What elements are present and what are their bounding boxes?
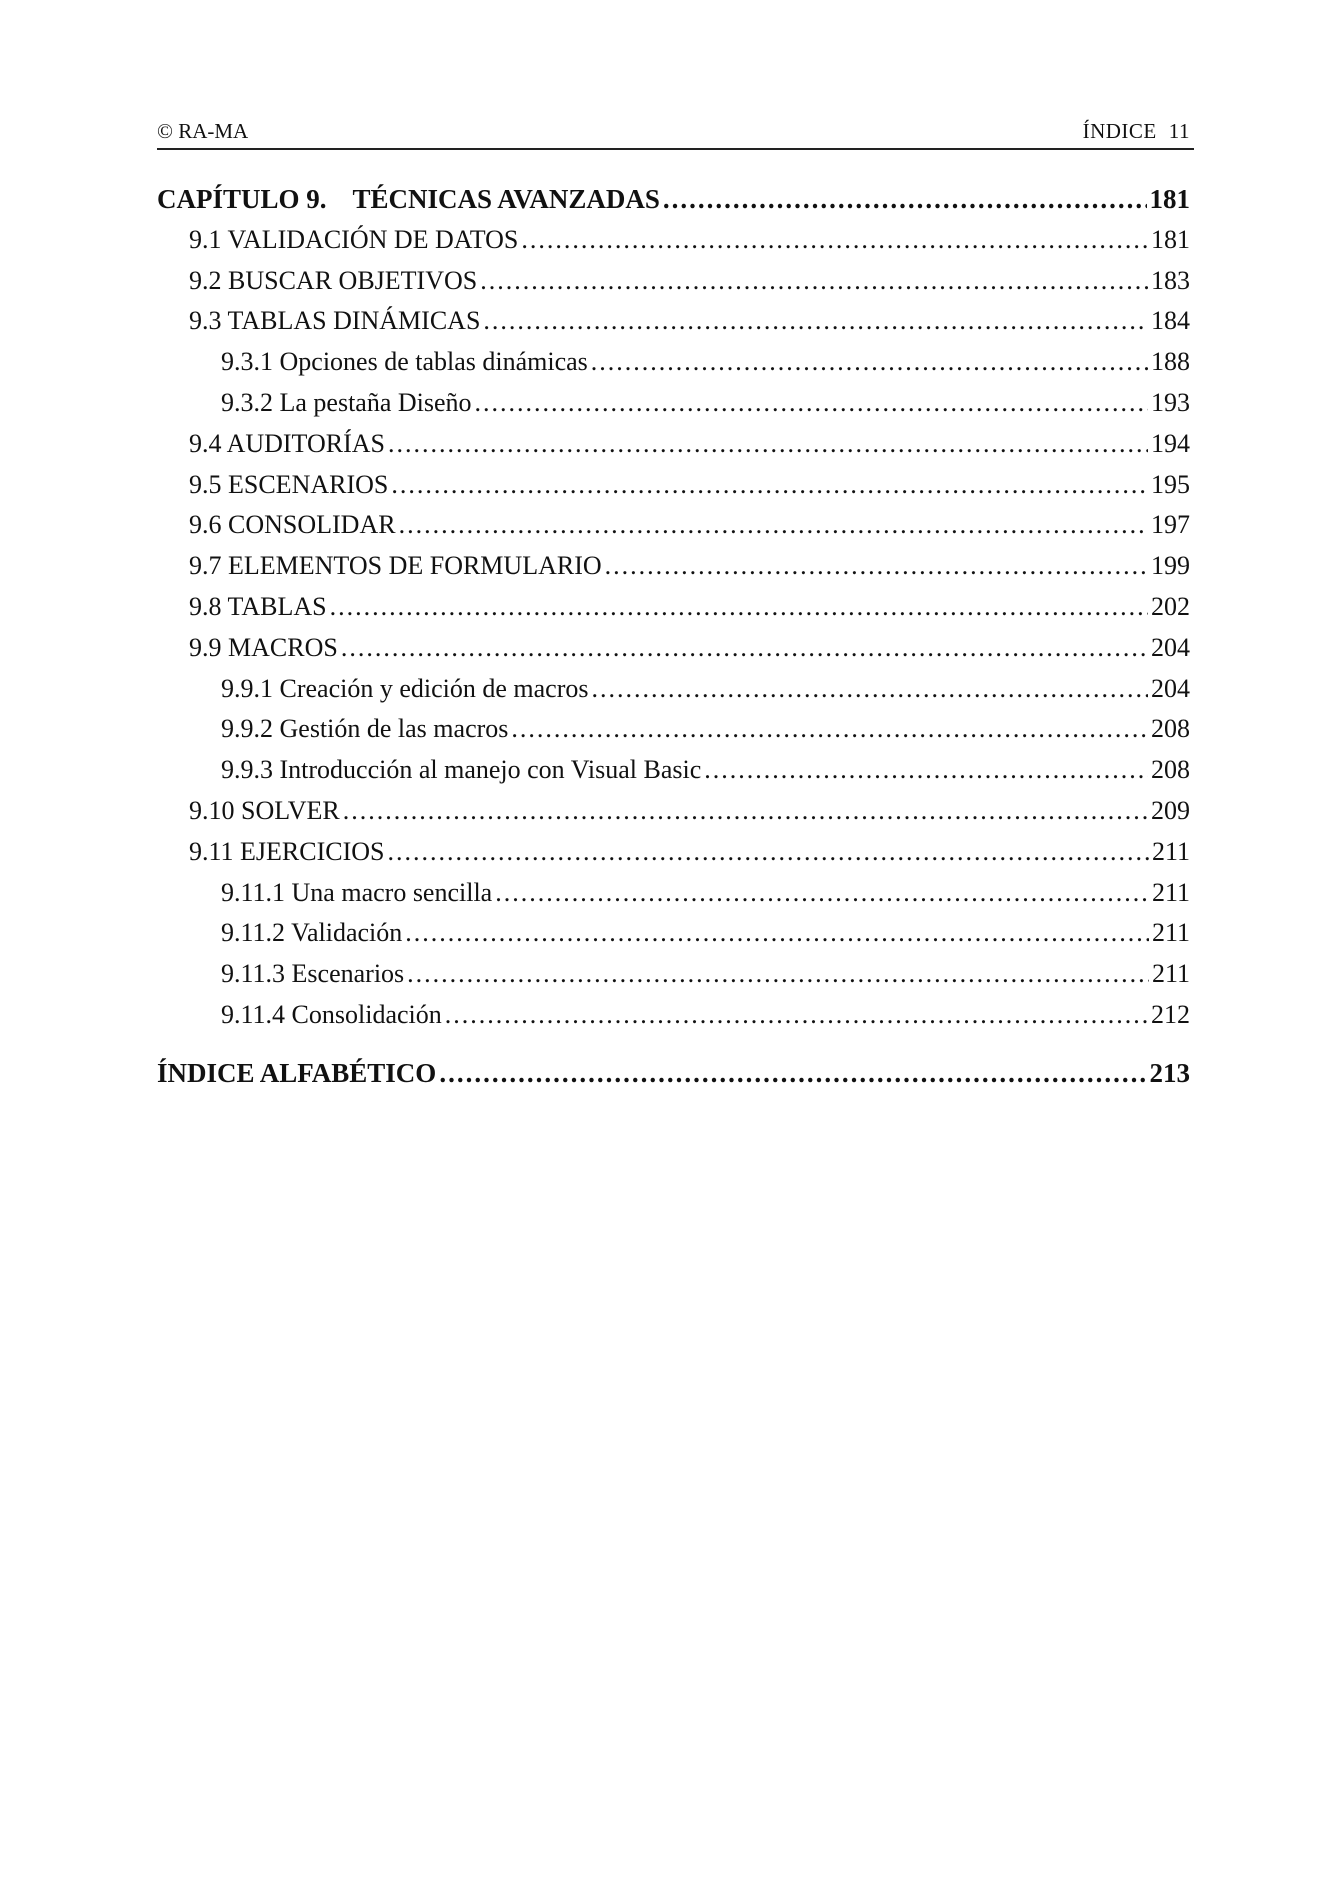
toc-entry-9-9-1[interactable] bbox=[157, 669, 1194, 710]
toc-alphabetical-index[interactable] bbox=[157, 1053, 1194, 1094]
dot-leader bbox=[704, 750, 1148, 791]
header-section-page bbox=[1083, 116, 1190, 146]
toc-entry-title: 9.3 TABLAS DINÁMICAS bbox=[189, 306, 481, 336]
toc-entry-9-7[interactable] bbox=[157, 546, 1194, 587]
toc-page-number: 195 bbox=[1151, 469, 1190, 499]
running-header bbox=[157, 116, 1194, 150]
toc-page-number: 212 bbox=[1151, 999, 1190, 1029]
toc-entry-title: 9.9.2 Gestión de las macros bbox=[221, 714, 509, 744]
toc-page-number: 202 bbox=[1151, 591, 1190, 621]
toc-page-number: 208 bbox=[1151, 714, 1190, 744]
toc-entry-title: 9.6 CONSOLIDAR bbox=[189, 510, 396, 540]
toc-entry-title: 9.9.3 Introducción al manejo con Visual Basic bbox=[221, 755, 702, 785]
toc-page-number: 188 bbox=[1151, 347, 1190, 377]
toc-entry-title: 9.11.3 Escenarios bbox=[221, 959, 405, 989]
dot-leader bbox=[592, 669, 1149, 710]
dot-leader bbox=[341, 628, 1148, 669]
toc-entry-title: 9.11 EJERCICIOS bbox=[189, 836, 385, 866]
toc-entry-title: 9.11.2 Validación bbox=[221, 918, 403, 948]
dot-leader bbox=[511, 709, 1148, 750]
toc-entry-9-8[interactable] bbox=[157, 587, 1194, 628]
toc-page-number: 211 bbox=[1151, 918, 1190, 948]
toc-entry-title: 9.2 BUSCAR OBJETIVOS bbox=[189, 265, 478, 295]
dot-leader bbox=[605, 546, 1148, 587]
toc-chapter-name: TÉCNICAS AVANZADAS bbox=[352, 184, 660, 214]
toc-entry-9-10[interactable] bbox=[157, 791, 1194, 832]
toc-entry-title: 9.3.2 La pestaña Diseño bbox=[221, 387, 472, 417]
toc-entry-9-2[interactable] bbox=[157, 261, 1194, 302]
toc-entry-9-3[interactable] bbox=[157, 301, 1194, 342]
dot-leader bbox=[663, 179, 1147, 220]
dot-leader bbox=[480, 261, 1148, 302]
dot-leader bbox=[445, 995, 1148, 1036]
toc-page-number: 184 bbox=[1151, 306, 1190, 336]
toc-page-number: 211 bbox=[1151, 959, 1190, 989]
toc-entry-9-1[interactable] bbox=[157, 220, 1194, 261]
toc-page-number: 209 bbox=[1151, 795, 1190, 825]
toc-entry-title: 9.11.4 Consolidación bbox=[221, 999, 442, 1029]
toc-entry-title: 9.8 TABLAS bbox=[189, 591, 327, 621]
toc-entry-title: 9.9.1 Creación y edición de macros bbox=[221, 673, 589, 703]
toc-page-number: 183 bbox=[1151, 265, 1190, 295]
dot-leader bbox=[405, 913, 1149, 954]
toc-entry-title: 9.10 SOLVER bbox=[189, 795, 340, 825]
toc-entry-9-11-3[interactable] bbox=[157, 954, 1194, 995]
toc-entry-title: 9.11.1 Una macro sencilla bbox=[221, 877, 493, 907]
toc-entry-title: 9.5 ESCENARIOS bbox=[189, 469, 389, 499]
header-page-number: 11 bbox=[1168, 119, 1190, 143]
toc-chapter-number: CAPÍTULO 9. bbox=[157, 184, 327, 214]
dot-leader bbox=[407, 954, 1149, 995]
copyright-label: © RA-MA bbox=[157, 119, 249, 143]
dot-leader bbox=[330, 587, 1148, 628]
toc-chapter-title bbox=[157, 179, 660, 220]
dot-leader bbox=[521, 220, 1148, 261]
toc-page-number: 213 bbox=[1149, 1057, 1190, 1088]
toc-entry-9-11-4[interactable] bbox=[157, 995, 1194, 1036]
dot-leader bbox=[439, 1053, 1146, 1094]
toc-page-number: 204 bbox=[1151, 673, 1190, 703]
header-section-title: ÍNDICE bbox=[1082, 119, 1157, 143]
toc-entry-9-11-2[interactable] bbox=[157, 913, 1194, 954]
dot-leader bbox=[495, 873, 1149, 914]
toc-page-number: 193 bbox=[1151, 387, 1190, 417]
toc-page-number: 204 bbox=[1151, 632, 1190, 662]
toc-entry-9-9-2[interactable] bbox=[157, 709, 1194, 750]
dot-leader bbox=[483, 301, 1148, 342]
dot-leader bbox=[388, 832, 1149, 873]
table-of-contents bbox=[157, 179, 1194, 1094]
toc-page-number: 208 bbox=[1151, 755, 1190, 785]
toc-entry-9-6[interactable] bbox=[157, 505, 1194, 546]
toc-entry-9-9[interactable] bbox=[157, 628, 1194, 669]
toc-page-number: 211 bbox=[1151, 836, 1190, 866]
toc-page-number: 181 bbox=[1151, 224, 1190, 254]
toc-index-title: ÍNDICE ALFABÉTICO bbox=[157, 1057, 437, 1088]
dot-leader bbox=[343, 791, 1148, 832]
toc-entry-9-9-3[interactable] bbox=[157, 750, 1194, 791]
toc-entry-title: 9.9 MACROS bbox=[189, 632, 338, 662]
dot-leader bbox=[399, 505, 1148, 546]
toc-entry-title: 9.3.1 Opciones de tablas dinámicas bbox=[221, 347, 588, 377]
dot-leader bbox=[591, 342, 1148, 383]
toc-entry-9-4[interactable] bbox=[157, 424, 1194, 465]
toc-entry-9-3-2[interactable] bbox=[157, 383, 1194, 424]
toc-chapter-9[interactable] bbox=[157, 179, 1194, 220]
toc-entry-9-3-1[interactable] bbox=[157, 342, 1194, 383]
toc-page-number: 199 bbox=[1151, 551, 1190, 581]
toc-entry-9-5[interactable] bbox=[157, 465, 1194, 506]
dot-leader bbox=[475, 383, 1148, 424]
toc-entry-title: 9.4 AUDITORÍAS bbox=[189, 428, 385, 458]
toc-entry-title: 9.1 VALIDACIÓN DE DATOS bbox=[189, 224, 519, 254]
toc-page-number: 194 bbox=[1151, 428, 1190, 458]
toc-entry-title: 9.7 ELEMENTOS DE FORMULARIO bbox=[189, 551, 602, 581]
dot-leader bbox=[391, 465, 1148, 506]
toc-entry-9-11[interactable] bbox=[157, 832, 1194, 873]
toc-entry-9-11-1[interactable] bbox=[157, 873, 1194, 914]
toc-page-number: 197 bbox=[1151, 510, 1190, 540]
toc-page-number: 211 bbox=[1151, 877, 1190, 907]
dot-leader bbox=[388, 424, 1148, 465]
toc-page-number: 181 bbox=[1149, 184, 1190, 214]
